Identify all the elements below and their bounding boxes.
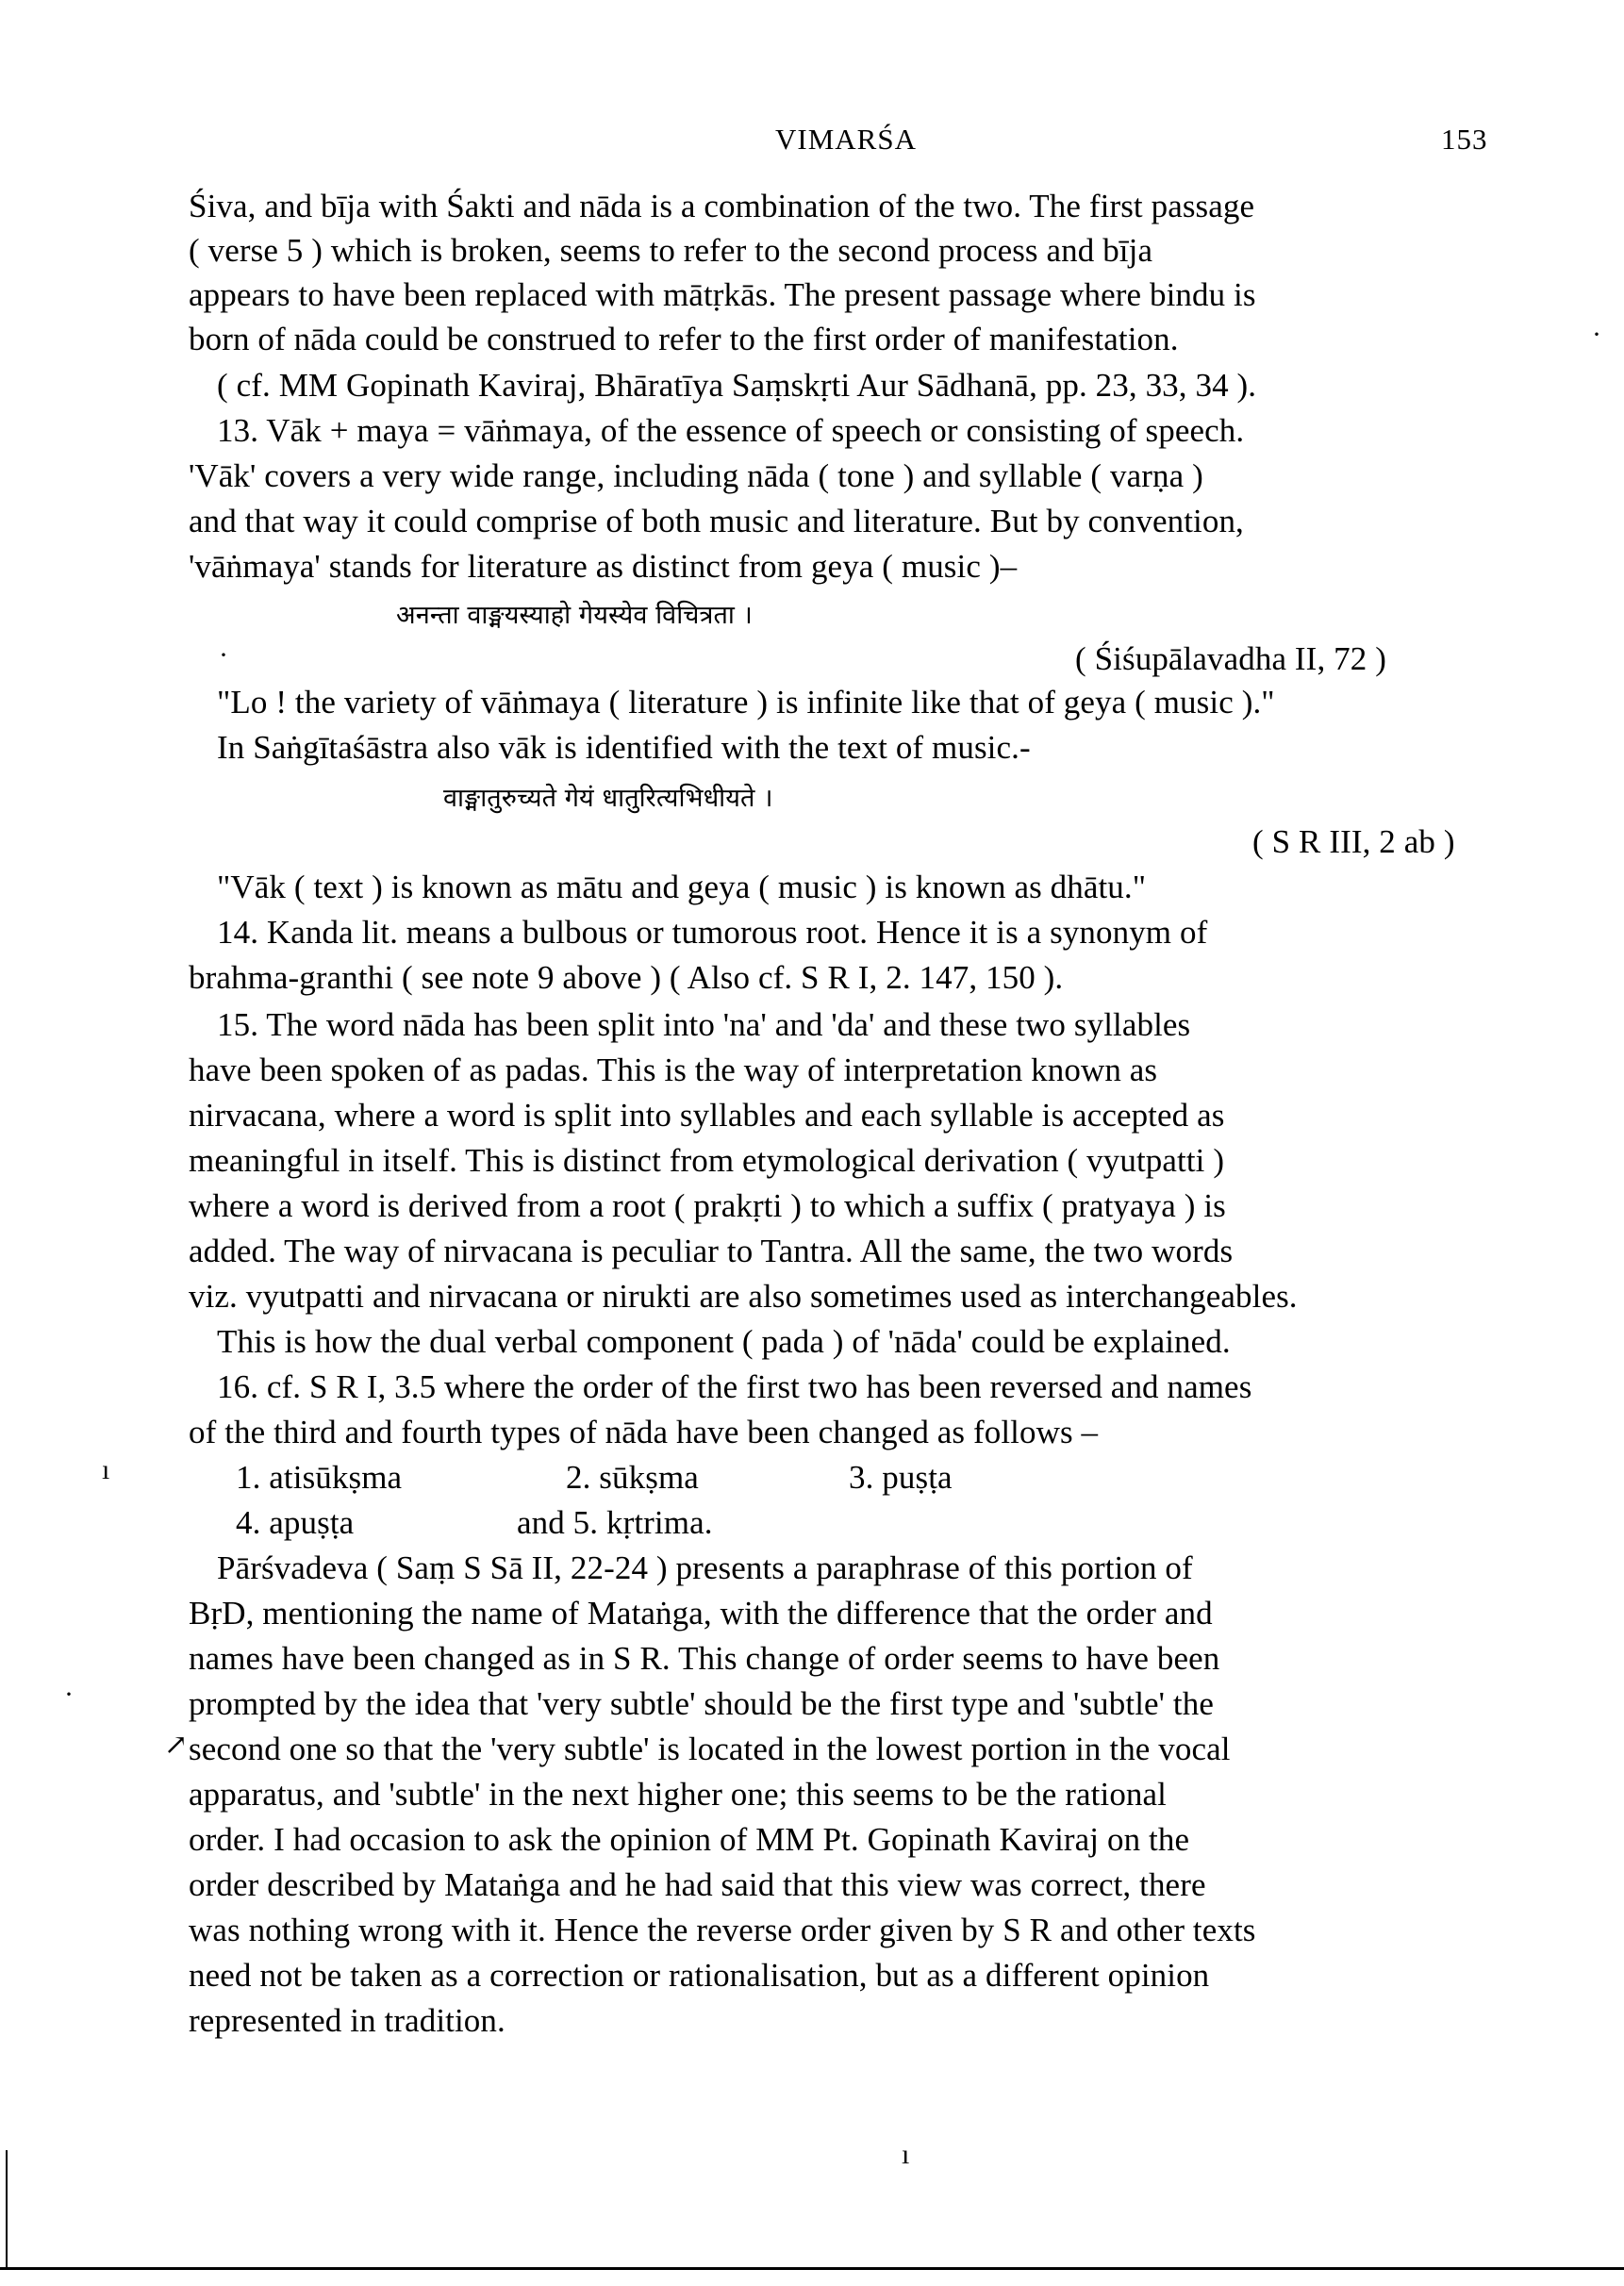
text-line: names have been changed as in S R. This change of order seems to have been bbox=[189, 1640, 1220, 1677]
text-line: was nothing wrong with it. Hence the reverse order given by S R and other texts bbox=[189, 1912, 1256, 1948]
text-line: and that way it could comprise of both music and literature. But by convention, bbox=[189, 503, 1244, 539]
text-line: viz. vyutpatti and nirvacana or nirukti are also sometimes used as interchangeables. bbox=[189, 1278, 1298, 1315]
text-line: brahma-granthi ( see note 9 above ) ( Also cf. S R I, 2. 147, 150 ). bbox=[189, 959, 1064, 996]
text-line: 14. Kanda lit. means a bulbous or tumorous root. Hence it is a synonym of bbox=[217, 914, 1208, 951]
list-item: 2. sūkṣma bbox=[566, 1459, 699, 1496]
list-item: 1. atisūkṣma bbox=[236, 1459, 403, 1496]
text-line: Pārśvadeva ( Saṃ S Sā II, 22-24 ) presents a paraphrase of this portion of bbox=[217, 1549, 1193, 1586]
scan-mark-dot: · bbox=[219, 639, 228, 671]
scan-mark-tick: ı bbox=[102, 1454, 110, 1485]
text-line: have been spoken of as padas. This is the way of interpretation known as bbox=[189, 1052, 1158, 1088]
margin-arrow-mark: ↗ bbox=[164, 1730, 189, 1761]
text-line: ( verse 5 ) which is broken, seems to refer to the second process and bīja bbox=[189, 232, 1153, 269]
text-line: meaningful in itself. This is distinct from etymological derivation ( vyutpatti ) bbox=[189, 1142, 1225, 1179]
text-line: prompted by the idea that 'very subtle' should be the first type and 'subtle' the bbox=[189, 1685, 1214, 1722]
text-line: ( cf. MM Gopinath Kaviraj, Bhāratīya Saṃskṛti Aur Sādhanā, pp. 23, 33, 34 ). bbox=[217, 367, 1257, 404]
text-line: This is how the dual verbal component ( pada ) of 'nāda' could be explained. bbox=[217, 1323, 1231, 1360]
text-line: 'Vāk' covers a very wide range, including nāda ( tone ) and syllable ( varṇa ) bbox=[189, 457, 1203, 494]
scan-edge-bottom bbox=[0, 2267, 1624, 2270]
text-line: where a word is derived from a root ( prakṛti ) to which a suffix ( pratyaya ) is bbox=[189, 1187, 1226, 1224]
text-line: need not be taken as a correction or rationalisation, but as a different opinion bbox=[189, 1957, 1210, 1994]
sanskrit-verse: वाङ्मातुरुच्यते गेयं धातुरित्यभिधीयते । bbox=[443, 784, 773, 813]
text-line: of the third and fourth types of nāda have been changed as follows – bbox=[189, 1414, 1099, 1450]
text-line: order. I had occasion to ask the opinion of MM Pt. Gopinath Kaviraj on the bbox=[189, 1821, 1190, 1858]
text-line: "Vāk ( text ) is known as mātu and geya ( music ) is known as dhātu." bbox=[217, 869, 1147, 905]
text-line: born of nāda could be construed to refer to the first order of manifestation. bbox=[189, 321, 1179, 357]
list-item: 3. puṣṭa bbox=[849, 1459, 953, 1496]
text-line: 16. cf. S R I, 3.5 where the order of the first two has been reversed and names bbox=[217, 1368, 1252, 1405]
sanskrit-verse: अनन्ता वाङ्मयस्याहो गेयस्येव विचित्रता । bbox=[396, 601, 753, 630]
scan-mark-dot: · bbox=[64, 1679, 74, 1710]
list-item: and 5. kṛtrima. bbox=[517, 1504, 713, 1541]
text-line: "Lo ! the variety of vāṅmaya ( literature ) is infinite like that of geya ( music )." bbox=[217, 684, 1275, 721]
page-number: 153 bbox=[1441, 123, 1488, 156]
text-line: Śiva, and bīja with Śakti and nāda is a combination of the two. The first passage bbox=[189, 188, 1255, 224]
verse-citation: ( Śiśupālavadha II, 72 ) bbox=[1075, 640, 1386, 677]
text-line: 13. Vāk + maya = vāṅmaya, of the essence of speech or consisting of speech. bbox=[217, 412, 1245, 449]
text-line: apparatus, and 'subtle' in the next higher one; this seems to be the rational bbox=[189, 1776, 1167, 1813]
verse-citation: ( S R III, 2 ab ) bbox=[1252, 823, 1455, 860]
text-line: second one so that the 'very subtle' is located in the lowest portion in the vocal bbox=[189, 1731, 1231, 1767]
text-line: In Saṅgītaśāstra also vāk is identified with the text of music.- bbox=[217, 729, 1031, 766]
text-line: added. The way of nirvacana is peculiar to Tantra. All the same, the two words bbox=[189, 1233, 1234, 1269]
text-line: nirvacana, where a word is split into syllables and each syllable is accepted as bbox=[189, 1097, 1225, 1134]
text-line: appears to have been replaced with mātṛkās. The present passage where bindu is bbox=[189, 276, 1256, 313]
text-line: BṛD, mentioning the name of Mataṅga, with the difference that the order and bbox=[189, 1595, 1213, 1632]
scan-mark-dot: · bbox=[1592, 319, 1601, 350]
scan-mark-tick: ı bbox=[902, 2139, 910, 2170]
list-item: 4. apuṣṭa bbox=[236, 1504, 355, 1541]
scan-edge-left bbox=[6, 2150, 8, 2269]
text-line: 15. The word nāda has been split into 'na' and 'da' and these two syllables bbox=[217, 1006, 1191, 1043]
text-line: order described by Mataṅga and he had said that this view was correct, there bbox=[189, 1866, 1206, 1903]
running-head: VIMARŚA bbox=[775, 123, 917, 156]
text-line: 'vāṅmaya' stands for literature as distinct from geya ( music )– bbox=[189, 548, 1018, 585]
text-line: represented in tradition. bbox=[189, 2002, 505, 2039]
